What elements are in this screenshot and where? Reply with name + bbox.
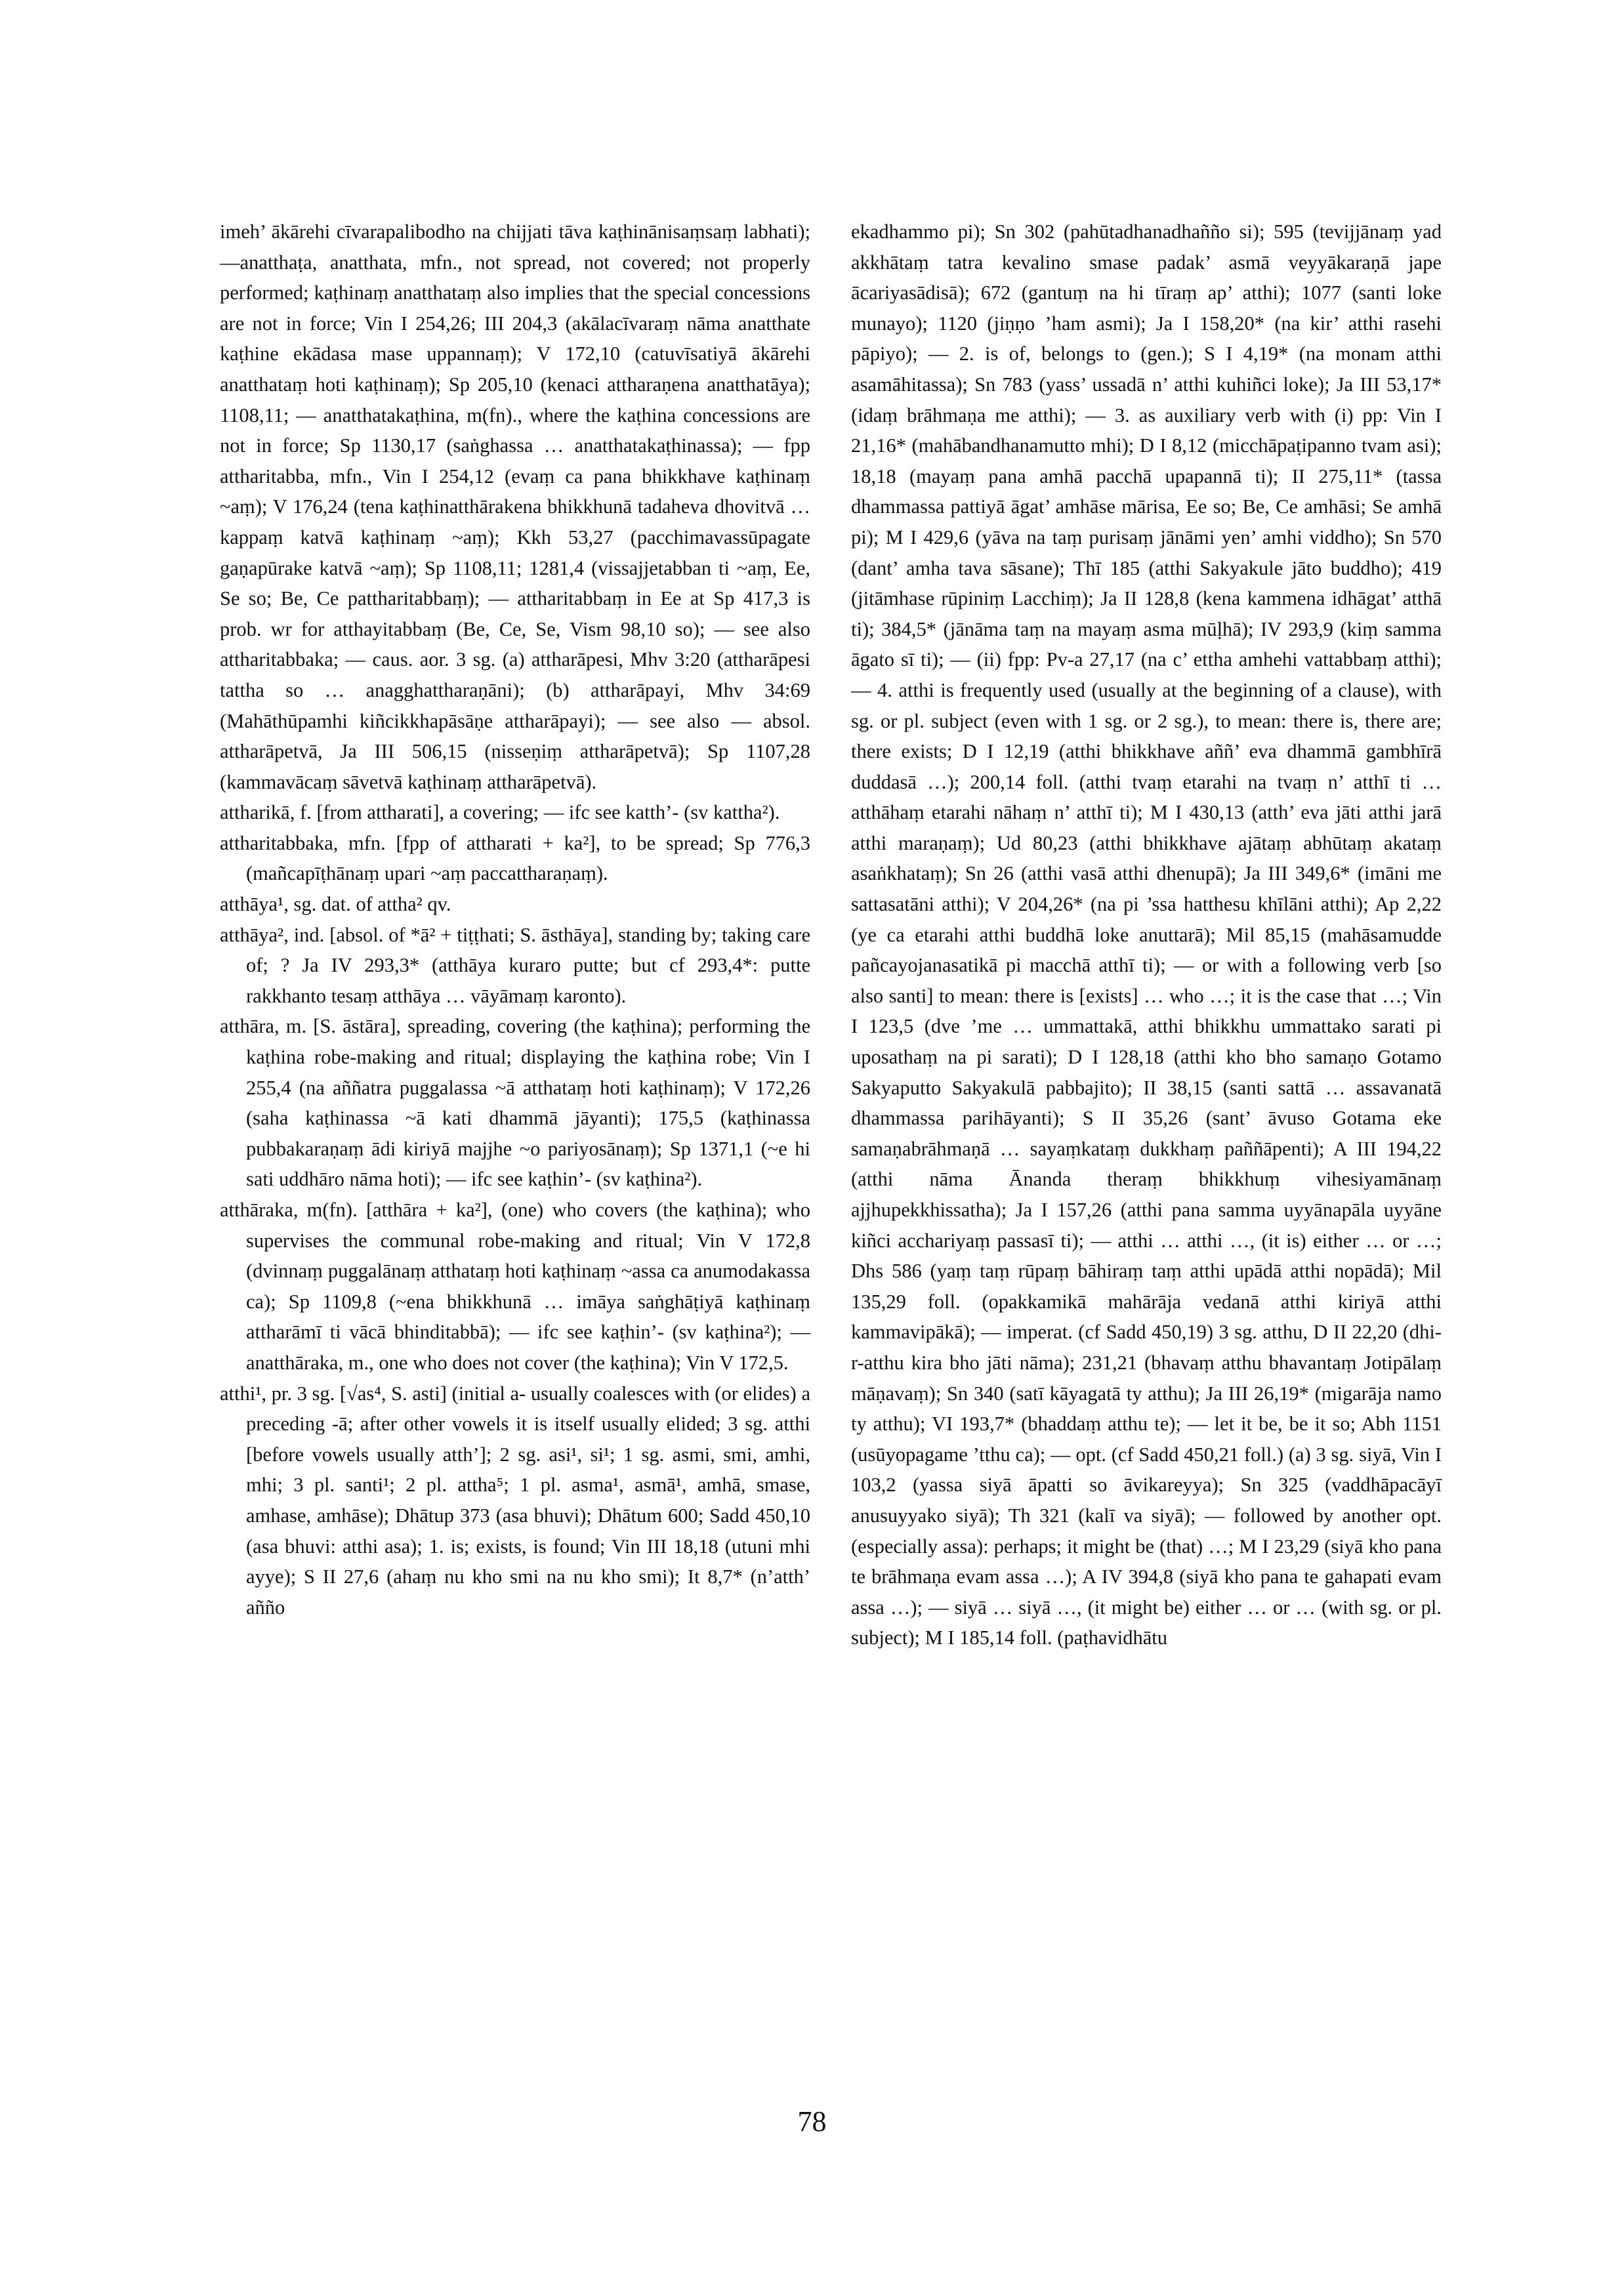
left-column xyxy=(220,217,810,1623)
entry-atthaya-2: atthāya², ind. [absol. of *ā² + tiṭṭhati; S. āsthāya], standing by; taking care of; ? Ja IV 293,3* (atthāya kuraro putte; but cf 293,4*: putte rakkhanto tesaṃ atthāya … vāyāmaṃ karonto). xyxy=(220,923,810,1007)
entry-continuation: imeh’ ākārehi cīvarapalibodho na chijjati tāva kaṭhinānisaṃsaṃ labhati); —anatthaṭa, anatthata, mfn., not spread, not covered; not properly performed; kaṭhinaṃ anatthataṃ also implies that the special concessions are not in force; Vin I 254,26; III 204,3 (akālacīvaraṃ nāma anatthate kaṭhine ekādasa mase uppannaṃ); V 172,10 (catuvīsatiyā ākārehi anatthataṃ hoti kaṭhinaṃ); Sp 205,10 (kenaci attharaṇena anatthatāya); 1108,11; — anatthatakaṭhina, m(fn)., where the kaṭhina concessions are not in force; Sp 1130,17 (saṅghassa … anatthatakaṭhinassa); — fpp attharitabba, mfn., Vin I 254,12 (evaṃ ca pana bhikkhave kaṭhinaṃ ~aṃ); V 176,24 (tena kaṭhinatthārakena bhikkhunā tadaheva dhovitvā … kappaṃ katvā kaṭhinaṃ ~aṃ); Kkh 53,27 (pacchimavassūpagate gaṇapūrake katvā ~aṃ); Sp 1108,11; 1281,4 (vissajjetabban ti ~aṃ, Ee, Se so; Be, Ce pattharitabbaṃ); — attharitabbaṃ in Ee at Sp 417,3 is prob. wr for atthayitabbaṃ (Be, Ce, Se, Vism 98,10 so); — see also attharitabbaka; — caus. aor. 3 sg. (a) attharāpesi, Mhv 3:20 (attharāpesi tattha so … anagghattharaṇāni); (b) attharāpayi, Mhv 34:69 (Mahāthūpamhi kiñcikkhapāsāṇe attharāpayi); — see also — absol. attharāpetvā, Ja III 506,15 (nisseṇiṃ attharāpetvā); Sp 1107,28 (kammavācaṃ sāvetvā kaṭhinaṃ attharāpetvā). xyxy=(220,220,810,793)
entry-atthaya-1: atthāya¹, sg. dat. of attha² qv. xyxy=(220,893,451,916)
entry-atthi-continuation: ekadhammo pi); Sn 302 (pahūtadhanadhañño si); 595 (tevijjānaṃ yad akkhātaṃ tatra kevalino smase padak’ asmā veyyākaraṇā jape ācariyasādisā); 672 (gantuṃ na hi tīraṃ ap’ atthi); 1077 (santi loke munayo); 1120 (jiṇṇo ’ham asmi); Ja I 158,20* (na kir’ atthi rasehi pāpiyo); — 2. is of, belongs to (gen.); S I 4,19* (na monam atthi asamāhitassa); Sn 783 (yass’ ussadā n’ atthi kuhiñci loke); Ja III 53,17* (idaṃ brāhmaṇa me atthi); — 3. as auxiliary verb with (i) pp: Vin I 21,16* (mahābandhanamutto mhi); D I 8,12 (micchāpaṭipanno tvam asi); 18,18 (mayaṃ pana amhā pacchā upapannā ti); II 275,11* (tassa dhammassa pattiyā āgat’ amhāse mārisa, Ee so; Be, Ce amhāsi; Se amhā pi); M I 429,6 (yāva na taṃ purisaṃ jānāmi yen’ amhi viddho); Sn 570 (dant’ amha tava sāsane); Thī 185 (atthi Sakyakule jāto buddho); 419 (jitāmhase rūpiniṃ Lacchiṃ); Ja II 128,8 (kena kammena idhāgat’ atthā ti); 384,5* (jānāma taṃ na mayaṃ asma mūḷhā); IV 293,9 (kiṃ samma āgato sī ti); — (ii) fpp: Pv-a 27,17 (na c’ ettha amhehi vattabbaṃ atthi); — 4. atthi is frequently used (usually at the beginning of a clause), with sg. or pl. subject (even with 1 sg. or 2 sg.), to mean: there is, there are; there exists; D I 12,19 (atthi bhikkhave aññ’ eva dhammā gambhīrā duddasā …); 200,14 foll. (atthi tvaṃ etarahi na tvaṃ n’ atthī ti … atthāhaṃ etarahi nāhaṃ n’ atthī ti); M I 430,13 (atth’ eva jāti atthi jarā atthi maraṇaṃ); Ud 80,23 (atthi bhikkhave ajātaṃ abhūtaṃ akataṃ asaṅkhataṃ); Sn 26 (atthi vasā atthi dhenupā); Ja III 349,6* (imāni me sattasatāni atthi); V 204,26* (na pi ’ssa hatthesu khīlāni atthi); Ap 2,22 (ye ca etarahi atthi buddhā loke anuttarā); Mil 85,15 (mahāsamudde pañcayojanasatikā pi macchā atthī ti); — or with a following verb [so also santi] to mean: there is [exists] … who …; it is the case that …; Vin I 123,5 (dve ’me … ummattakā, atthi bhikkhu ummattako sarati pi uposathaṃ na pi sarati); D I 128,18 (atthi kho bho samaṇo Gotamo Sakyaputto Sakyakulā pabbajito); II 38,15 (santi sattā … assavanatā dhammassa parihāyanti); S II 35,26 (sant’ āvuso Gotama eke samaṇabrāhmaṇā … sayaṃkataṃ dukkhaṃ paññāpenti); A III 194,22 (atthi nāma Ānanda theraṃ bhikkhuṃ vihesiyamānaṃ ajjhupekkhissatha); Ja I 157,26 (atthi pana samma uyyānapāla uyyāne kiñci acchariyaṃ passasī ti); — atthi … atthi …, (it is) either … or …; Dhs 586 (yaṃ taṃ rūpaṃ bāhiraṃ taṃ atthi upādā atthi nopādā); Mil 135,29 foll. (opakkamikā mahārāja vedanā atthi kiriyā atthi kammavipākā); — imperat. (cf Sadd 450,19) 3 sg. atthu, D II 22,20 (dhi-r-atthu kira bho jāti nāma); 231,21 (bhavaṃ atthu bhavantaṃ Jotipālaṃ māṇavaṃ); Sn 340 (satī kāyagatā ty atthu); Ja III 26,19* (migarāja namo ty atthu); VI 193,7* (bhaddaṃ atthu te); — let it be, be it so; Abh 1151 (usūyopagame ’tthu ca); — opt. (cf Sadd 450,21 foll.) (a) 3 sg. siyā, Vin I 103,2 (yassa siyā āpatti so āvikareyya); Sn 325 (vaddhāpacāyī anusuyyako siyā); Th 321 (kalī va siyā); — followed by another opt. (especially assa): perhaps; it might be (that) …; M I 23,29 (siyā kho pana te brāhmaṇa evam assa …); A IV 394,8 (siyā kho pana te gahapati evam assa …); — siyā … siyā …, (it might be) either … or … (with sg. or pl. subject); M I 185,14 foll. (paṭhavidhātu xyxy=(851,220,1442,1649)
entry-attharika: attharikā, f. [from attharati], a covering; — ifc see katth’- (sv kattha²). xyxy=(220,801,780,824)
entry-atthi-1: atthi¹, pr. 3 sg. [√as⁴, S. asti] (initial a- usually coalesces with (or elides) a preceding -ā; after other vowels it is itself usually elided; 3 sg. atthi [before vowels usually atth’]; 2 sg. asi¹, si¹; 1 sg. asmi, smi, amhi, mhi; 3 pl. santi¹; 2 pl. attha⁵; 1 pl. asma¹, asmā¹, amhā, smase, amhase, amhāse); Dhātup 373 (asa bhuvi); Dhātum 600; Sadd 450,10 (asa bhuvi: atthi asa); 1. is; exists, is found; Vin III 18,18 (utuni mhi ayye); S II 27,6 (ahaṃ nu kho smi na nu kho smi); It 8,7* (n’atth’ añño xyxy=(220,1382,810,1619)
entry-attharaka: atthāraka, m(fn). [atthāra + ka²], (one) who covers (the kaṭhina); who supervises the communal robe-making and ritual; Vin V 172,8 (dvinnaṃ puggalānaṃ atthataṃ hoti kaṭhinaṃ ~assa ca anumodakassa ca); Sp 1109,8 (~ena bhikkhunā … imāya saṅghāṭiyā kaṭhinaṃ attharāmī ti vācā bhinditabbā); — ifc see kaṭhin’- (sv kaṭhina²); — anatthāraka, m., one who does not cover (the kaṭhina); Vin V 172,5. xyxy=(220,1199,810,1374)
right-column xyxy=(851,217,1442,1653)
entry-attharitabbaka: attharitabbaka, mfn. [fpp of attharati + ka²], to be spread; Sp 776,3 (mañcapīṭhānaṃ upari ~aṃ paccattharaṇaṃ). xyxy=(220,831,810,885)
page-number: 78 xyxy=(797,2105,827,2138)
entry-atthara: atthāra, m. [S. āstāra], spreading, covering (the kaṭhina); performing the kaṭhina robe-making and ritual; displaying the kaṭhina robe; Vin I 255,4 (na aññatra puggalassa ~ā atthataṃ hoti kaṭhinaṃ); V 172,26 (saha kaṭhinassa ~ā kati dhammā jāyanti); 175,5 (kaṭhinassa pubbakaraṇaṃ ādi kiriyā majjhe ~o pariyosānaṃ); Sp 1371,1 (~e hi sati uddhāro nāma hoti); — ifc see kaṭhin’- (sv kaṭhina²). xyxy=(220,1015,810,1191)
